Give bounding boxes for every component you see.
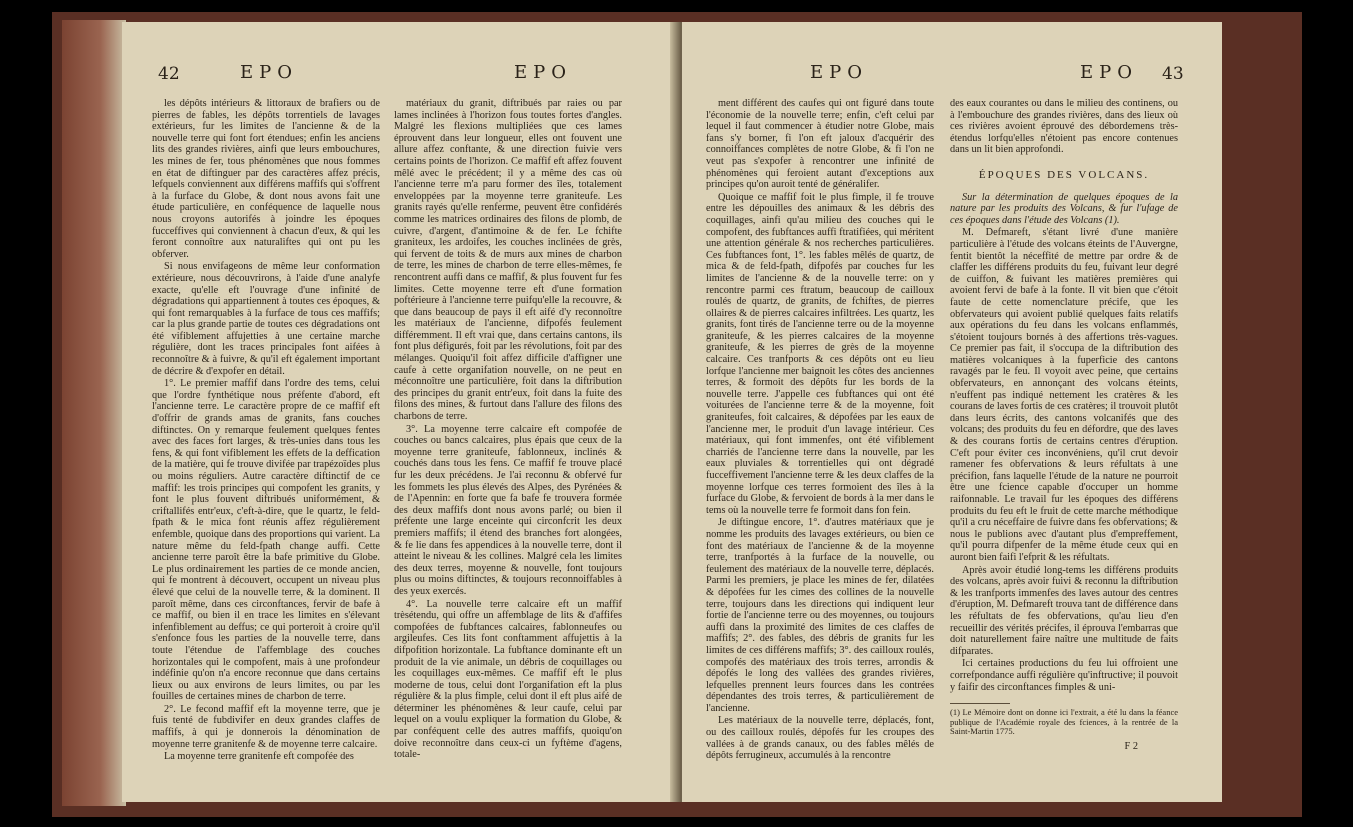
paragraph: Je diftingue encore, 1°. d'autres matériaux que je nomme les produits des lavages extérieurs, ou bien ce font des matériaux de l'ancienne & de la moyenne terre, tranfportés à la furface de la nouvelle, ou feulement des matériaux de la nouvelle terre, déplacés. Parmi les premiers, je place les mines de fer, dilatées & dépofées fur les cimes des collines de la nouvelle terre, toujours dans les directions qui indiquent leur fortie de l'ancienne terre ou des moyennes, ou toujours auffi dans la proximité des limites de ces claffes de maffifs; 2°. des fables, des débris de granits fur les limites de ces différens maffifs; 3°. des cailloux roulés, compofés des matériaux des trois terres, arrondis & dépofés le long des vallées des grandes rivières, lefquelles prennent leurs fources dans les contrées dépendantes des trois terres, & particulièrement de l'ancienne. [706,517,934,714]
paragraph: Si nous envifageons de même leur conformation extérieure, nous découvrirons, à l'aide d'une analyfe exacte, qu'elle eft l'ouvrage d'une infinité de dégradations qui appartiennent à toutes ces époques, & qui font remarquables à la furface de tous ces maffifs; car la plus grande partie de toutes ces dégradations ont été vifiblement affujetties à une certaine marche régulière, dont les traces principales font aifées à reconnoître & à fuivre, & qu'il eft également important de décrire & d'expofer en détail. [152,261,380,377]
section-subtitle: Sur la détermination de quelques époques de la nature par les produits des Volcans, & fur l'ufage de ces époques dans l'étude des Volcans (1). [950,191,1178,226]
left-column-1 [152,98,380,794]
paragraph: 3°. La moyenne terre calcaire eft compofée de couches ou bancs calcaires, plus épais que ceux de la moyenne terre graniteufe, fablonneux, inclinés & couchés dans tous les fens. Ce maffif fe trouve placé fur les deux précédens. Je l'ai reconnu & obfervé fur les fommets les plus élevés des Alpes, des Pyrénées & de l'Apennin: en forte que fa bafe fe trouvera formée des deux maffifs dont nous avons parlé; ou bien il préfente une large enceinte qui circonfcrit les deux premiers maffifs; il étend des branches fort alongées, & fe lie dans fes appendices à la nouvelle terre, dont il atteint le niveau & les collines. Malgré cela les limites des deux terres, moyenne & nouvelle, font toujours plus ou moins diftinctes, & toujours reconnoiffables à des yeux exercés. [394,423,622,597]
right-column-2 [950,98,1178,794]
left-running-head [122,62,678,92]
paragraph: matériaux du granit, diftribués par raies ou par lames inclinées à l'horizon fous toutes fortes d'angles. Malgré les flexions multipliées que ces lames éprouvent dans leur longueur, elles ont fouvent une allure affez conftante, & une direction fuivie vers certains points de l'horizon. Ce maffif eft affez fouvent mêlé avec le précédent; il y a même des cas où l'ancienne terre m'a paru former des îles, totalement enveloppées par la moyenne terre graniteufe. Les granits rayés qu'elle renferme, peuvent être confidérés comme les matrices ordinaires des filons de plomb, de cuivre, d'argent, d'antimoine & de fer. Le fchifte graniteux, les ardoifes, les couches inclinées de grès, qui fervent de toits & de murs aux mines de charbon de terre, les mines de charbon de terre elles-mêmes, fe rencontrent auffi dans ce maffif, & plus fouvent fur fes limites. Cette moyenne terre eft d'une formation poftérieure à l'ancienne terre puifqu'elle la recouvre, & que dans beaucoup de pays il eft aifé d'y reconnoître les matériaux de l'ancienne, difpofés feulement différemment. Il eft vrai que, dans certains cantons, ils font plus défigurés, foit par les révolutions, foit par des mélanges. Quoiqu'il foit affez difficile d'affigner une caufe à cette organifation nouvelle, on ne peut en méconnoître une particulière, foit dans la diftribution des principes du granit entr'eux, foit dans la fuite des filons des mines, & furtout dans l'allure des filons des charbons de terre. [394,98,622,423]
left-page [122,22,678,802]
right-page [682,22,1222,802]
paragraph: La moyenne terre granitenfe eft compofée des [164,751,354,763]
paragraph: M. Defmareft, s'étant livré d'une manière particulière à l'étude des volcans éteints de l'Auvergne, fentit bientôt la néceffité de mettre par ordre & de claffer les différens produits du feu, fuivant leur degré de cuiffon, & fuivant les matières premières qui avoient fervi de bafe à la fonte. Il vit bien que c'étoit faute de cette nomenclature précife, que les obfervateurs qui avoient publié quelques faits relatifs aux opérations du feu dans les volcans enflammés, s'étoient toujours bornés à des affertions très-vagues. Ce premier pas fait, il s'occupa de la diftribution des matières volcaniques à la fuperficie des cantons ravagés par le feu. Il voyoit avec peine, que certains obfervateurs, en annonçant des volcans éteints, n'euffent pas indiqué nettement les cratères & les courans de laves fortis de ces cratères; il trouvoit plutôt dans leurs écrits, des cantons volcanifés que des volcans; des produits du feu en défordre, que des laves & des courans fortis de certains centres d'éruption. C'eft pour éviter ces inconvéniens, qu'il crut devoir ramener fes obfervations & leurs réfultats à une précifion, fans laquelle l'étude de la nature ne pourroit être une fcience capable d'occuper un homme raifonnable. Le travail fur les époques des différens produits du feu eft le fruit de cette marche méthodique qu'il a cru néceffaire de fuivre dans fes obfervations; & nous le publions avec d'autant plus d'empreffement, qu'il pourra difpenfer de la même étude ceux qui en auront bien faifi l'efprit & les réfultats. [950,227,1178,563]
left-column-2 [394,98,622,794]
paragraph: ment différent des caufes qui ont figuré dans toute l'économie de la nouvelle terre; enfin, c'eft celui par lequel il faut commencer à étudier notre Globe, mais fans s'y borner, fi l'on eft jaloux d'acquérir des connoiffances complètes de notre Globe, & fi l'on ne veut pas s'expofer à rencontrer une infinité de phénomènes qui feroient autant d'exceptions aux principes qu'on auroit tenté de généralifer. [706,98,934,191]
right-running-head [682,62,1222,92]
book-edge [62,20,126,806]
paragraph: Après avoir étudié long-tems les différens produits des volcans, après avoir fuivi & reconnu la diftribution & les tranfports immenfes des laves autour des centres d'éruption, M. Defmareft trouva tant de différence dans les réfultats de fes obfervations, qu'au lieu d'en recueillir des vérités précifes, il éprouva l'embarras que doit naturellement faire naître une multitude de faits difparates. [950,564,1178,657]
paragraph: Ici certaines productions du feu lui offroient une correfpondance auffi régulière qu'inftructive; il pouvoit y faifir des circonftances fimples & uni- [950,658,1178,693]
left-running-title-2: EPO [514,62,573,83]
right-page-number: 43 [1162,64,1184,84]
section-title: ÉPOQUES DES VOLCANS. [978,168,1150,181]
footnote-rule [950,703,1010,704]
paragraph: 4°. La nouvelle terre calcaire eft un maffif trèsétendu, qui offre un affemblage de lits & d'affifes compofées de fubftances calcaires, fablonneufes ou argileufes. Ces lits font conftamment affujettis à la difpofition horizontale. La fubftance dominante eft un produit de la vie animale, un débris de coquillages ou les coquillages eux-mêmes. Ce maffif eft le plus moderne de tous, celui dont l'organifation eft la plus régulière & la plus fimple, celui dont il eft plus aifé de déterminer les phénomènes & leur caufe, celui par lequel on a voulu expliquer la formation du Globe, & par conféquent celle des autres maffifs, quoiqu'on doive reconnoître dans ceux-ci un fyftème d'agens, totale- [394,598,622,761]
signature-mark: F 2 [1124,740,1138,752]
paragraph: Les matériaux de la nouvelle terre, déplacés, font, ou des cailloux roulés, dépofés fur les croupes des vallées à de grands canaux, ou des fables mêlés de dépôts ferrugineux, accumulés à la rencontre [706,715,934,762]
footnote: (1) Le Mémoire dont on donne ici l'extrait, a été lu dans la féance publique de l'Académie royale des fciences, à la rentrée de la Saint-Martin 1775. [950,707,1178,737]
right-running-title-1: EPO [810,62,869,83]
paragraph: des eaux courantes ou dans le milieu des continens, ou à l'embouchure des grandes rivières, dans des lieux où ces rivières avoient éprouvé des débordemens très-étendus lorfqu'elles n'étoient pas encore contenues dans un lit bien approfondi. [950,98,1178,156]
paragraph: 1°. Le premier maffif dans l'ordre des tems, celui que l'ordre fynthétique nous préfente d'abord, eft l'ancienne terre. Le caractère propre de ce maffif eft d'offrir de grands amas de granits, fans couches diftinctes. On y remarque feulement quelques fentes avec des faces fort larges, & très-unies dans tous les fens, & qui font vifiblement les effets de la deffication de la matière, qui fe trouve divifée par trapézoïdes plus ou moins réguliers. Autre caractère diftinctif de ce maffif: les trois principes qui compofent les granits, y font le plus fouvent diftribués uniformément, & criftallifés entr'eux, c'eft-à-dire, que le quartz, le feld-fpath & le mica font réunis affez régulièrement enfemble, quoique dans des proportions qui varient. La nature même du feld-fpath change auffi. Cette ancienne terre paroît être la bafe primitive du Globe. Le plus ordinairement les parties de ce monde ancien, qui fe montrent à découvert, occupent un niveau plus élevé que celui de la nouvelle terre, & la dominent. Il paroît même, dans ces circonftances, fervir de bafe à ce maffif, ou bien il en trace les limites en s'élevant infenfiblement au deffus; ce qui porteroit à croire qu'il s'enfonce fous les parties de la nouvelle terre, dans toute l'étendue de l'affemblage des couches horizontales qui le compofent, mais à une profondeur indéfinie qu'on n'a encore reconnue que dans certains lieux ou aux environs de leurs limites, ou par les fouilles de certaines mines de charbon de terre. [152,378,380,703]
paragraph: les dépôts intérieurs & littoraux de brafiers ou de pierres de fables, les dépôts torrentiels de lavages extérieurs, fur les limites de l'ancienne & de la nouvelle terre qui font fort étendues; enfin les anciens lits des grandes rivières, ainfi que leurs embouchures, les mines de fer, tous phénomènes que nous fommes en état de diftinguer par des caractères affez précis, lefquels conviennent aux différens maffifs qui s'offrent à la furface du Globe, & dont nous avons fait une étude particulière, en conféquence de laquelle nous nous croyons autorifés à joindre les époques fucceffives qui conviennent à chacun d'eux, & qui les feront connoître aux naturaliftes qui ont pu les obferver. [152,98,380,260]
paragraph: 2°. Le fecond maffif eft la moyenne terre, que je fuis tenté de fubdivifer en deux grandes claffes de maffifs, à qui je donnerois la dénomination de moyenne terre granitenfe & de moyenne terre calcaire. [152,703,380,750]
right-column-1 [706,98,934,794]
left-page-number: 42 [158,64,180,84]
paragraph: Quoique ce maffif foit le plus fimple, il fe trouve entre les dépouilles des animaux & les débris des coquillages, ainfi qu'au milieu des couches qui le compofent, des fubftances auffi ftratifiées, qui méritent une attention générale & nos recherches particulières. Ces fubftances font, 1°. les fables mêlés de quartz, de mica & de feld-fpath, difpofés par couches fur les limites de l'ancienne & de la nouvelle terre: on y rencontre parmi ces ftratum, beaucoup de cailloux roulés de quartz, de granits, de fchiftes, de pierres ollaires & de pierres calcaires infiltrées. Les quartz, les granits, font tirés de l'ancienne terre ou de la moyenne graniteufe, & les pierres calcaires de la moyenne graniteufe, & les pierres de grès de la moyenne calcaire. Ces tranfports & ces dépôts ont eu lieu lorfque l'ancienne mer baignoit les côtes des anciennes terres, & formoit des dépôts fur les bords de la nouvelle terre. J'appelle ces fubftances qui ont été voiturées de l'ancienne terre & de la moyenne, foit graniteufes, foit calcaires, & dépofées par les eaux de l'ancienne mer, le produit d'un lavage intérieur. Ces matériaux, qui font immenfes, ont été vifiblement charriés de l'ancienne terre dans la nouvelle, par les eaux pluviales & torrentielles qui ont dégradé fucceffivement l'ancienne terre & les deux claffes de la moyenne lorfque ces terres formoient des îles à la furface du Globe, & fervoient de bords à la mer dans le tems où la nouvelle terre fe formoit dans fon fein. [706,191,934,516]
right-running-title-2: EPO [1080,62,1139,83]
left-running-title-1: EPO [240,62,299,83]
